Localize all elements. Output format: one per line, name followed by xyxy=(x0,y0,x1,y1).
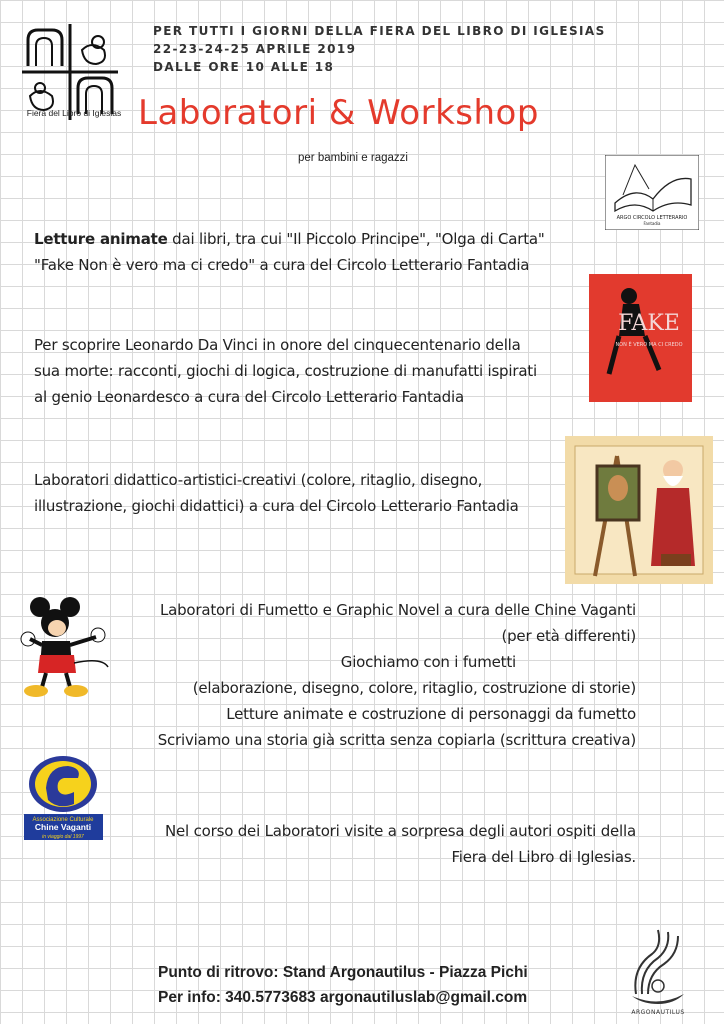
page-title: Laboratori & Workshop xyxy=(138,93,539,133)
p4-line2: (per età differenti) xyxy=(501,627,636,645)
fake-title: FAKE xyxy=(618,311,680,336)
event-dates-header xyxy=(153,22,606,76)
cv-line1: Associazione Culturale xyxy=(32,817,94,823)
header-line-3: DALLE ORE 10 ALLE 18 xyxy=(153,60,335,74)
cv-line2: Chine Vaganti xyxy=(34,822,92,832)
contact-info: Per info: 340.5773683 argonautiluslab@gmail.com xyxy=(158,989,528,1006)
book-logo-line2: Fantadia xyxy=(643,221,661,226)
logo-caption: Fiera del Libro di Iglesias xyxy=(26,108,122,118)
p3-line1: Laboratori didattico-artistici-creativi (colore, ritaglio, disegno, xyxy=(34,471,483,489)
paragraph-fumetto xyxy=(158,597,636,753)
argo-caption: ARGONAUTILUS xyxy=(631,1009,685,1016)
mickey-mouse-illustration xyxy=(12,597,112,699)
header-line-2: 22-23-24-25 APRILE 2019 xyxy=(153,42,357,56)
fake-subline: NON È VERO MA CI CREDO xyxy=(615,342,683,348)
p4-line5: Letture animate e costruzione di personaggi da fumetto xyxy=(226,705,636,723)
p1-line1 xyxy=(34,226,545,252)
fiera-logo xyxy=(22,24,118,120)
cv-line3: in viaggio dal 1997 xyxy=(42,834,84,840)
p4-line1: Laboratori di Fumetto e Graphic Novel a cura delle Chine Vaganti xyxy=(159,601,636,619)
argonautilus-logo xyxy=(622,924,694,1016)
header-line-1: PER TUTTI I GIORNI DELLA FIERA DEL LIBRO DI IGLESIAS xyxy=(153,24,606,38)
p2-line1: Per scoprire Leonardo Da Vinci in onore del cinquecentenario della xyxy=(34,336,521,354)
meeting-point: Punto di ritrovo: Stand Argonautilus - Piazza Pichi xyxy=(158,964,528,981)
p1-bold: Letture animate xyxy=(34,230,168,248)
paragraph-visite-autori xyxy=(165,818,636,870)
fake-book-cover xyxy=(589,274,692,402)
paragraph-leonardo xyxy=(34,332,537,410)
p4-line6: Scriviamo una storia già scritta senza copiarla (scrittura creativa) xyxy=(157,731,636,749)
p1-line2: "Fake Non è vero ma ci credo" a cura del Circolo Letterario Fantadia xyxy=(34,256,530,274)
p5-line1: Nel corso dei Laboratori visite a sorpresa degli autori ospiti della xyxy=(165,822,636,840)
paragraph-letture-animate xyxy=(34,226,545,278)
open-book-logo xyxy=(605,155,699,230)
p4-line4: (elaborazione, disegno, colore, ritaglio, costruzione di storie) xyxy=(192,679,636,697)
p5-line2: Fiera del Libro di Iglesias. xyxy=(451,848,636,866)
page-subtitle: per bambini e ragazzi xyxy=(298,152,408,164)
paragraph-laboratori-didattici xyxy=(34,467,519,519)
p3-line2: illustrazione, giochi didattici) a cura del Circolo Letterario Fantadia xyxy=(34,497,519,515)
p2-line2: sua morte: racconti, giochi di logica, costruzione di manufatti ispirati xyxy=(34,362,537,380)
p2-line3: al genio Leonardesco a cura del Circolo Letterario Fantadia xyxy=(34,388,464,406)
chine-vaganti-logo xyxy=(22,752,105,842)
p1-line1-rest: dai libri, tra cui "Il Piccolo Principe", "Olga di Carta" xyxy=(167,230,545,248)
p4-line3: Giochiamo con i fumetti xyxy=(340,653,516,671)
book-logo-line1: ARGO CIRCOLO LETTERARIO xyxy=(616,215,688,221)
footer-info xyxy=(158,960,528,1010)
leonardo-painting-illustration xyxy=(565,436,713,584)
